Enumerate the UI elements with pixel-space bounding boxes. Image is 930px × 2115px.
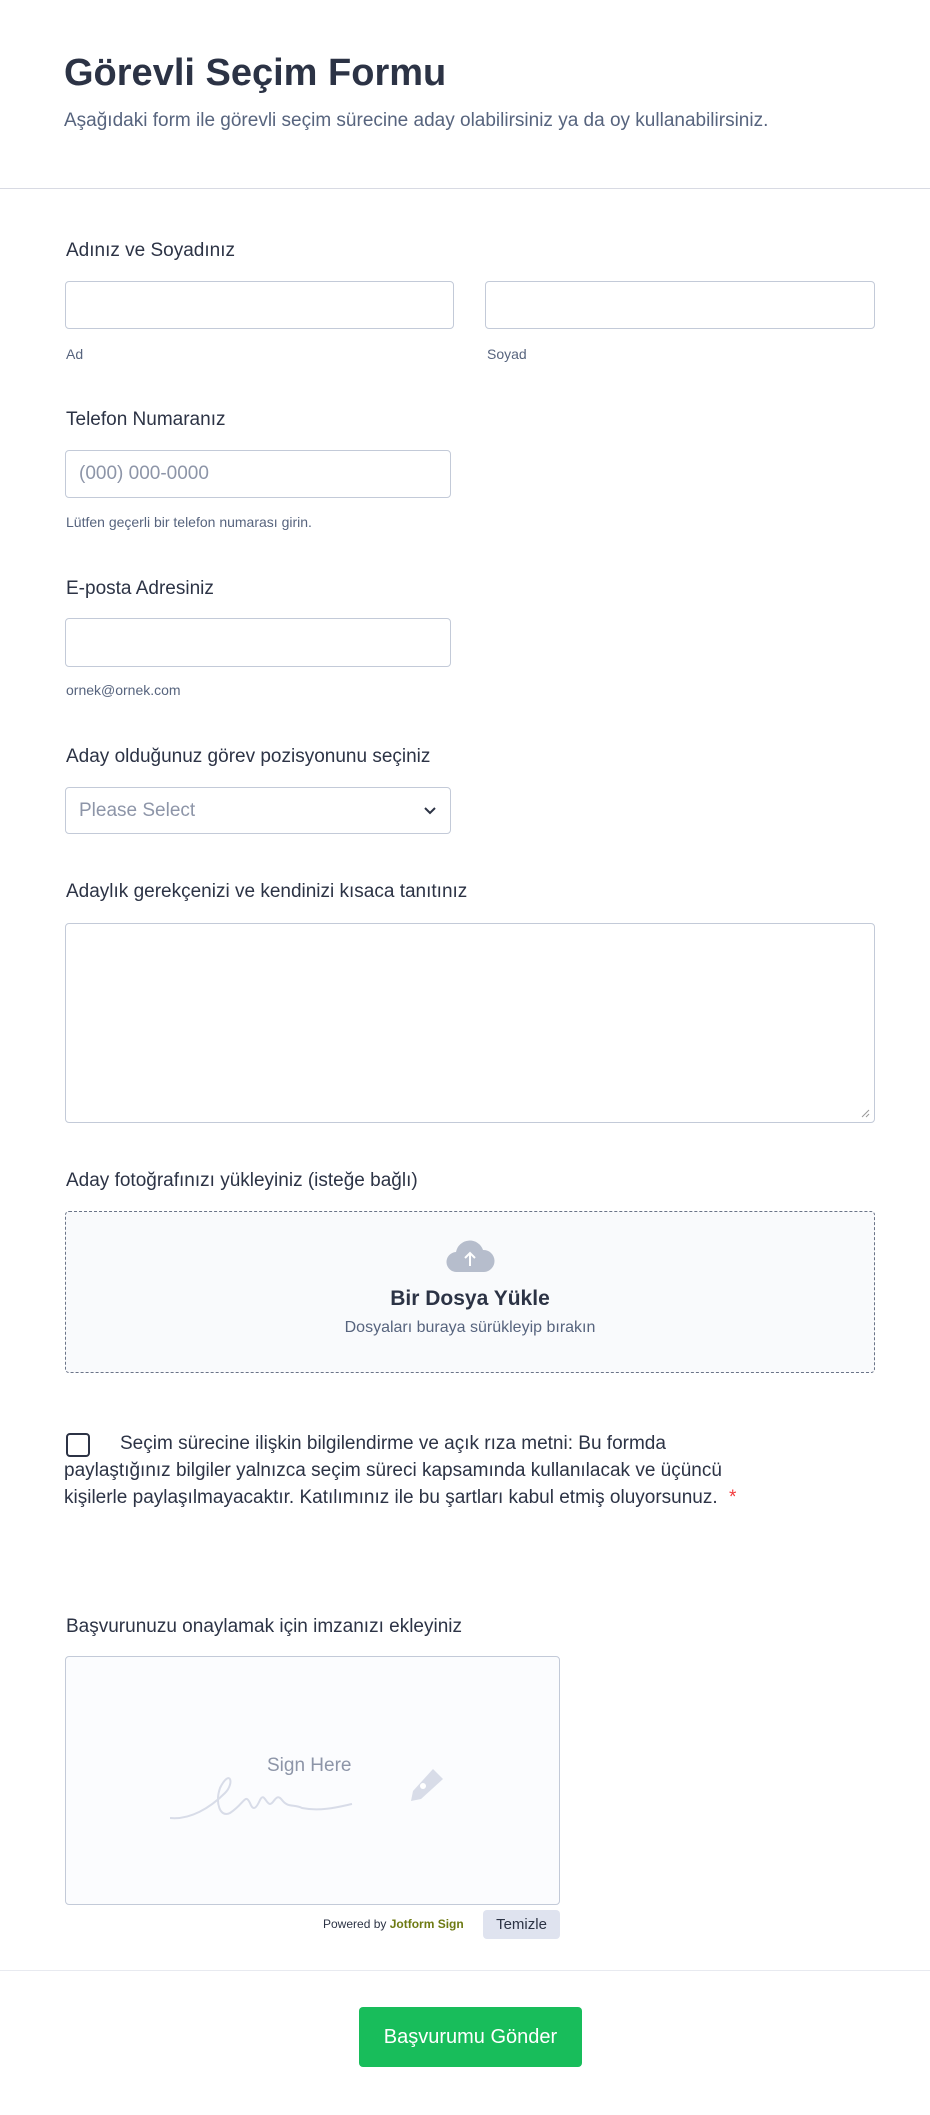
page-title: Görevli Seçim Formu <box>64 52 447 94</box>
powered-by <box>323 1917 464 1931</box>
clear-signature-button[interactable]: Temizle <box>483 1910 560 1939</box>
chevron-down-icon <box>423 806 437 816</box>
sign-here-text: Sign Here <box>267 1755 352 1776</box>
footer-divider <box>0 1970 930 1971</box>
required-asterisk: * <box>728 1487 737 1508</box>
email-label: E-posta Adresiniz <box>66 578 214 599</box>
reason-textarea[interactable] <box>65 923 875 1123</box>
upload-subtitle: Dosyaları buraya sürükleyip bırakın <box>344 1319 596 1336</box>
jotform-sign-link[interactable]: Jotform Sign <box>389 1917 464 1931</box>
position-selected: Please Select <box>79 799 196 821</box>
phone-help: Lütfen geçerli bir telefon numarası girin. <box>66 514 312 530</box>
first-name-sublabel: Ad <box>66 346 84 362</box>
upload-label: Aday fotoğrafınızı yükleyiniz (isteğe bağlı) <box>66 1170 418 1191</box>
reason-label: Adaylık gerekçenizi ve kendinizi kısaca tanıtınız <box>66 881 468 902</box>
consent-text: Seçim sürecine ilişkin bilgilendirme ve açık rıza metni: Bu formda paylaştığınız bilgiler yalnızca seçim süreci kapsamında kullanılacak ve üçüncü kişilerle paylaşılmayacaktır. Katılımınız ile bu şartları kabul etmiş oluyorsunuz. <box>64 1433 722 1508</box>
position-label: Aday olduğunuz görev pozisyonunu seçiniz <box>66 746 431 767</box>
signature-pen-icon <box>170 1753 460 1833</box>
resize-handle-icon[interactable] <box>860 1108 870 1118</box>
page-subtitle: Aşağıdaki form ile görevli seçim sürecine aday olabilirsiniz ya da oy kullanabilirsiniz. <box>64 110 769 131</box>
position-select[interactable] <box>65 787 451 834</box>
consent-label <box>64 1430 744 1511</box>
email-input[interactable] <box>65 618 451 667</box>
phone-label: Telefon Numaranız <box>66 409 226 430</box>
first-name-input[interactable] <box>65 281 454 329</box>
cloud-upload-icon <box>445 1238 495 1274</box>
submit-button[interactable]: Başvurumu Gönder <box>359 2007 582 2067</box>
signature-pad[interactable] <box>65 1656 560 1905</box>
last-name-sublabel: Soyad <box>487 346 527 362</box>
powered-by-text: Powered by <box>323 1917 387 1931</box>
name-label: Adınız ve Soyadınız <box>66 240 235 261</box>
last-name-input[interactable] <box>485 281 875 329</box>
header-divider <box>0 188 930 189</box>
upload-title: Bir Dosya Yükle <box>390 1287 550 1310</box>
email-help: ornek@ornek.com <box>66 682 181 698</box>
phone-input[interactable]: (000) 000-0000 <box>65 450 451 498</box>
file-upload-dropzone[interactable] <box>65 1211 875 1373</box>
signature-label: Başvurunuzu onaylamak için imzanızı ekleyiniz <box>66 1616 463 1637</box>
